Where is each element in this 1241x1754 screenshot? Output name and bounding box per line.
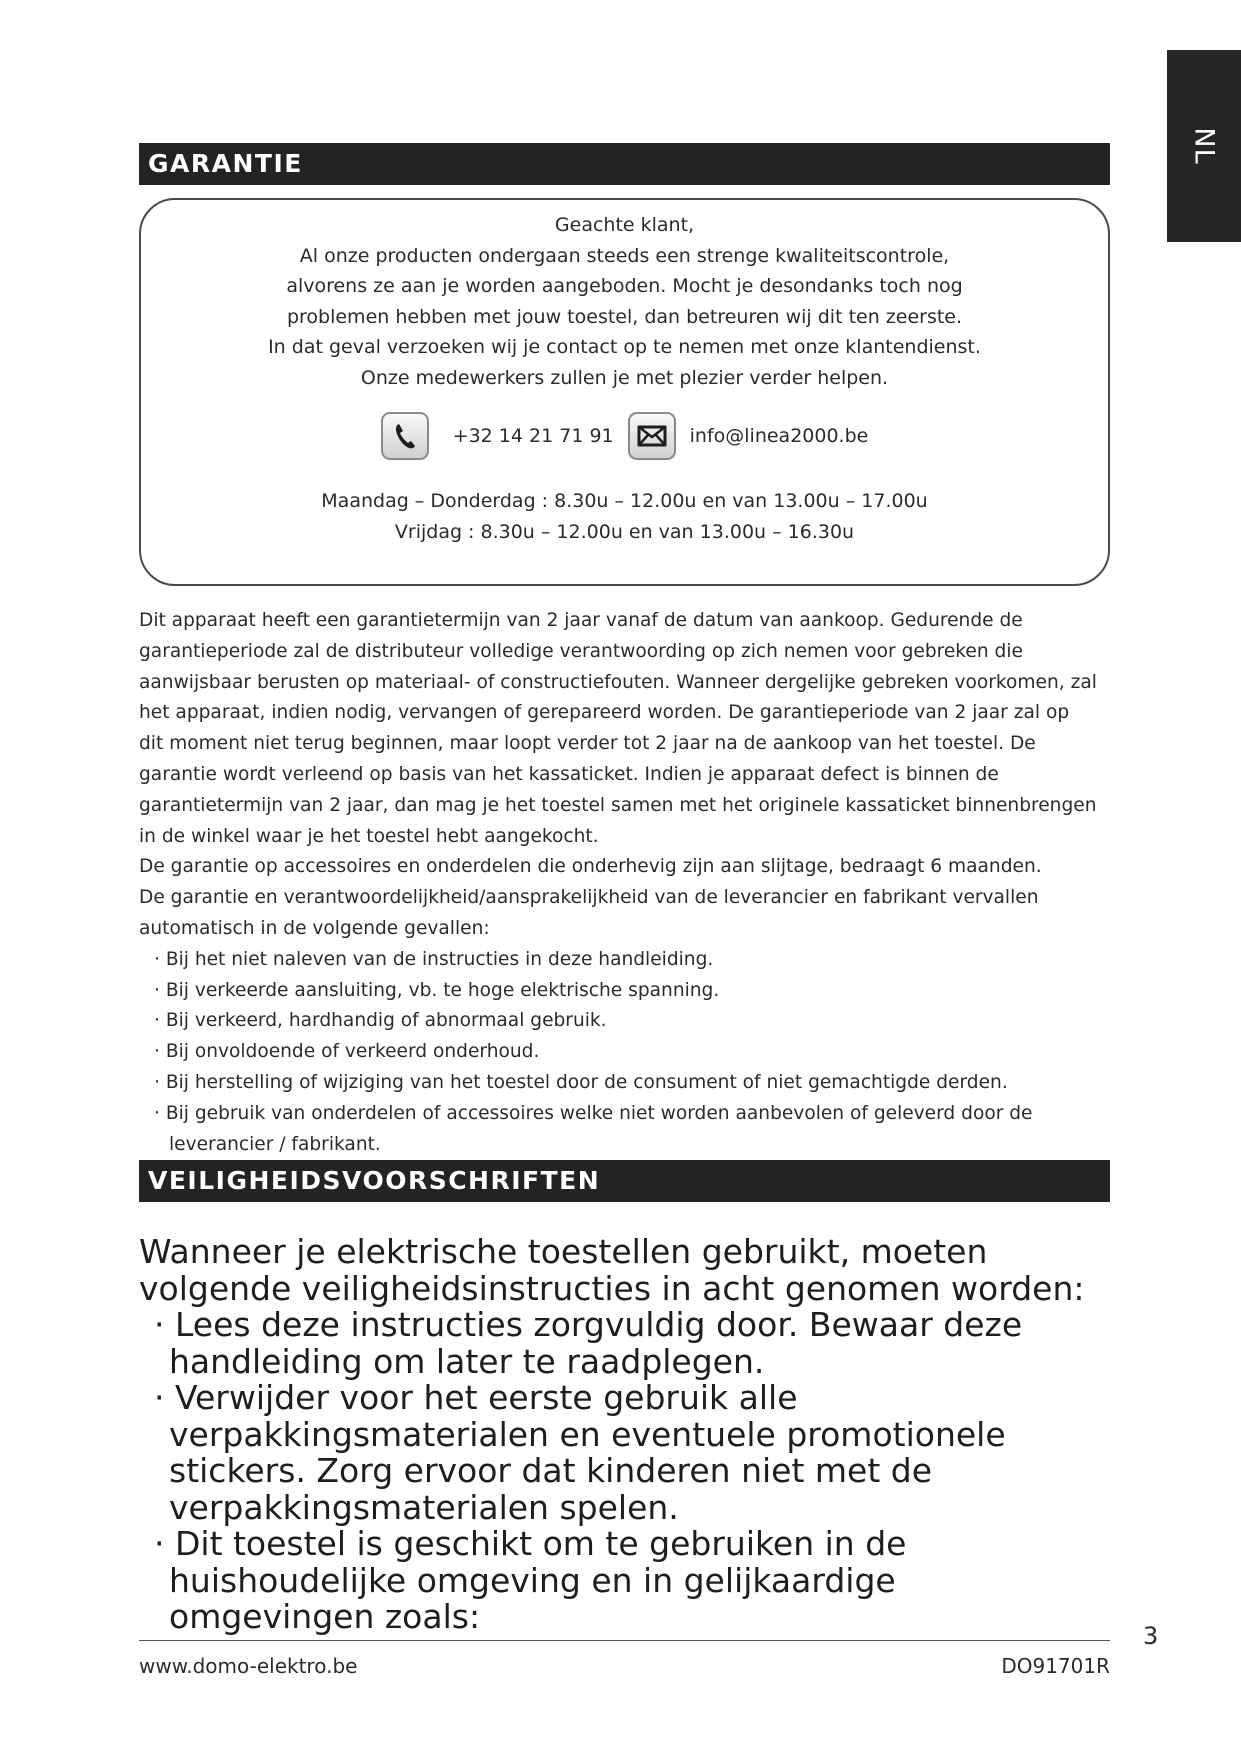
list-item: · Verwijder voor het eerste gebruik alle verpakkingsmaterialen en eventuele promotionele stickers. Zorg ervoor dat kinderen niet met de verpakkingsmaterialen spelen. xyxy=(154,1378,1006,1527)
intro-line: alvorens ze aan je worden aangeboden. Mocht je desondanks toch nog xyxy=(286,275,963,297)
contact-row xyxy=(141,410,1108,462)
hours-fri: Vrijdag : 8.30u – 12.00u en van 13.00u – 16.30u xyxy=(394,520,855,543)
contact-intro xyxy=(141,210,1108,393)
email-address[interactable]: info@linea2000.be xyxy=(689,424,869,447)
safety-text xyxy=(139,1234,1099,1636)
list-item: · Bij gebruik van onderdelen of accessoires welke niet worden aanbevolen of geleverd door de leverancier / fabrikant. xyxy=(154,1102,1033,1155)
list-item-text: Verwijder voor het eerste gebruik alle verpakkingsmaterialen en eventuele promotionele stickers. Zorg ervoor dat kinderen niet met de verpakkingsmaterialen spelen. xyxy=(169,1378,1006,1527)
list-item-text: Lees deze instructies zorgvuldig door. Bewaar deze handleiding om later te raadplegen. xyxy=(169,1305,1023,1381)
warranty-paragraph: De garantie op accessoires en onderdelen die onderhevig zijn aan slijtage, bedraagt 6 maanden. xyxy=(139,856,1042,878)
list-item: · Bij verkeerde aansluiting, vb. te hoge elektrische spanning. xyxy=(154,979,720,1001)
model-number: DO91701R xyxy=(1001,1654,1110,1678)
greeting: Geachte klant, xyxy=(554,214,695,236)
list-item-text: Bij het niet naleven van de instructies in deze handleiding. xyxy=(165,948,714,970)
list-item-text: Dit toestel is geschikt om te gebruiken in de huishoudelijke omgeving en in gelijkaardige omgevingen zoals: xyxy=(169,1524,907,1636)
list-item: · Bij het niet naleven van de instructies in deze handleiding. xyxy=(154,948,714,970)
list-item: · Bij verkeerd, hardhandig of abnormaal gebruik. xyxy=(154,1010,607,1032)
intro-line: In dat geval verzoeken wij je contact op te nemen met onze klantendienst. xyxy=(268,336,981,358)
garantie-heading: GARANTIE xyxy=(139,143,1110,185)
list-item-text: Bij verkeerd, hardhandig of abnormaal gebruik. xyxy=(165,1010,607,1032)
warranty-paragraph: Dit apparaat heeft een garantietermijn van 2 jaar vanaf de datum van aankoop. Gedurende de garantieperiode zal de distributeur volledige verantwoording op zich nemen voor gebreken die aanwijsbaar berusten op materiaal- of constructiefouten. Wanneer dergelijke gebreken voorkomen, zal het apparaat, indien nodig, vervangen of gerepareerd worden. De garantieperiode van 2 jaar zal op dit moment niet terug beginnen, maar loopt verder tot 2 jaar na de aankoop van het toestel. De garantie wordt verleend op basis van het kassaticket. Indien je apparaat defect is binnen de garantietermijn van 2 jaar, dan mag je het toestel samen met het originele kassaticket binnenbrengen in de winkel waar je het toestel hebt aangekocht. xyxy=(139,610,1097,847)
contact-box xyxy=(139,198,1110,586)
list-item-text: Bij onvoldoende of verkeerd onderhoud. xyxy=(165,1041,540,1063)
phone-number[interactable]: +32 14 21 71 91 xyxy=(452,424,614,447)
envelope-icon xyxy=(628,412,676,460)
hours-mon-thu: Maandag – Donderdag : 8.30u – 12.00u en van 13.00u – 17.00u xyxy=(321,490,928,512)
page-number: 3 xyxy=(1143,1622,1159,1650)
safety-heading: VEILIGHEIDSVOORSCHRIFTEN xyxy=(139,1160,1110,1202)
safety-intro: Wanneer je elektrische toestellen gebruikt, moeten volgende veiligheidsinstructies in acht genomen worden: xyxy=(139,1232,1085,1308)
footer-divider xyxy=(139,1640,1110,1641)
list-item: · Bij herstelling of wijziging van het toestel door de consument of niet gemachtigde derden. xyxy=(154,1071,1008,1093)
language-code: NL xyxy=(1188,127,1220,165)
intro-line: problemen hebben met jouw toestel, dan betreuren wij dit ten zeerste. xyxy=(286,305,963,328)
language-tab xyxy=(1167,50,1241,242)
warranty-text xyxy=(139,606,1099,1160)
intro-line: Onze medewerkers zullen je met plezier verder helpen. xyxy=(360,366,889,389)
opening-hours xyxy=(141,486,1108,547)
list-item-text: Bij gebruik van onderdelen of accessoires welke niet worden aanbevolen of geleverd door de leverancier / fabrikant. xyxy=(165,1102,1033,1155)
list-item: · Bij onvoldoende of verkeerd onderhoud. xyxy=(154,1041,540,1063)
phone-icon xyxy=(381,412,429,460)
list-item-text: Bij herstelling of wijziging van het toestel door de consument of niet gemachtigde derden. xyxy=(165,1071,1008,1093)
list-item: · Dit toestel is geschikt om te gebruiken in de huishoudelijke omgeving en in gelijkaardige omgevingen zoals: xyxy=(154,1524,907,1636)
warranty-paragraph: De garantie en verantwoordelijkheid/aansprakelijkheid van de leverancier en fabrikant vervallen automatisch in de volgende gevallen: xyxy=(139,887,1039,939)
list-item: · Lees deze instructies zorgvuldig door. Bewaar deze handleiding om later te raadplegen. xyxy=(154,1305,1023,1381)
intro-line: Al onze producten ondergaan steeds een strenge kwaliteitscontrole, xyxy=(299,244,950,267)
list-item-text: Bij verkeerde aansluiting, vb. te hoge elektrische spanning. xyxy=(165,979,720,1001)
website-link[interactable]: www.domo-elektro.be xyxy=(139,1654,358,1678)
